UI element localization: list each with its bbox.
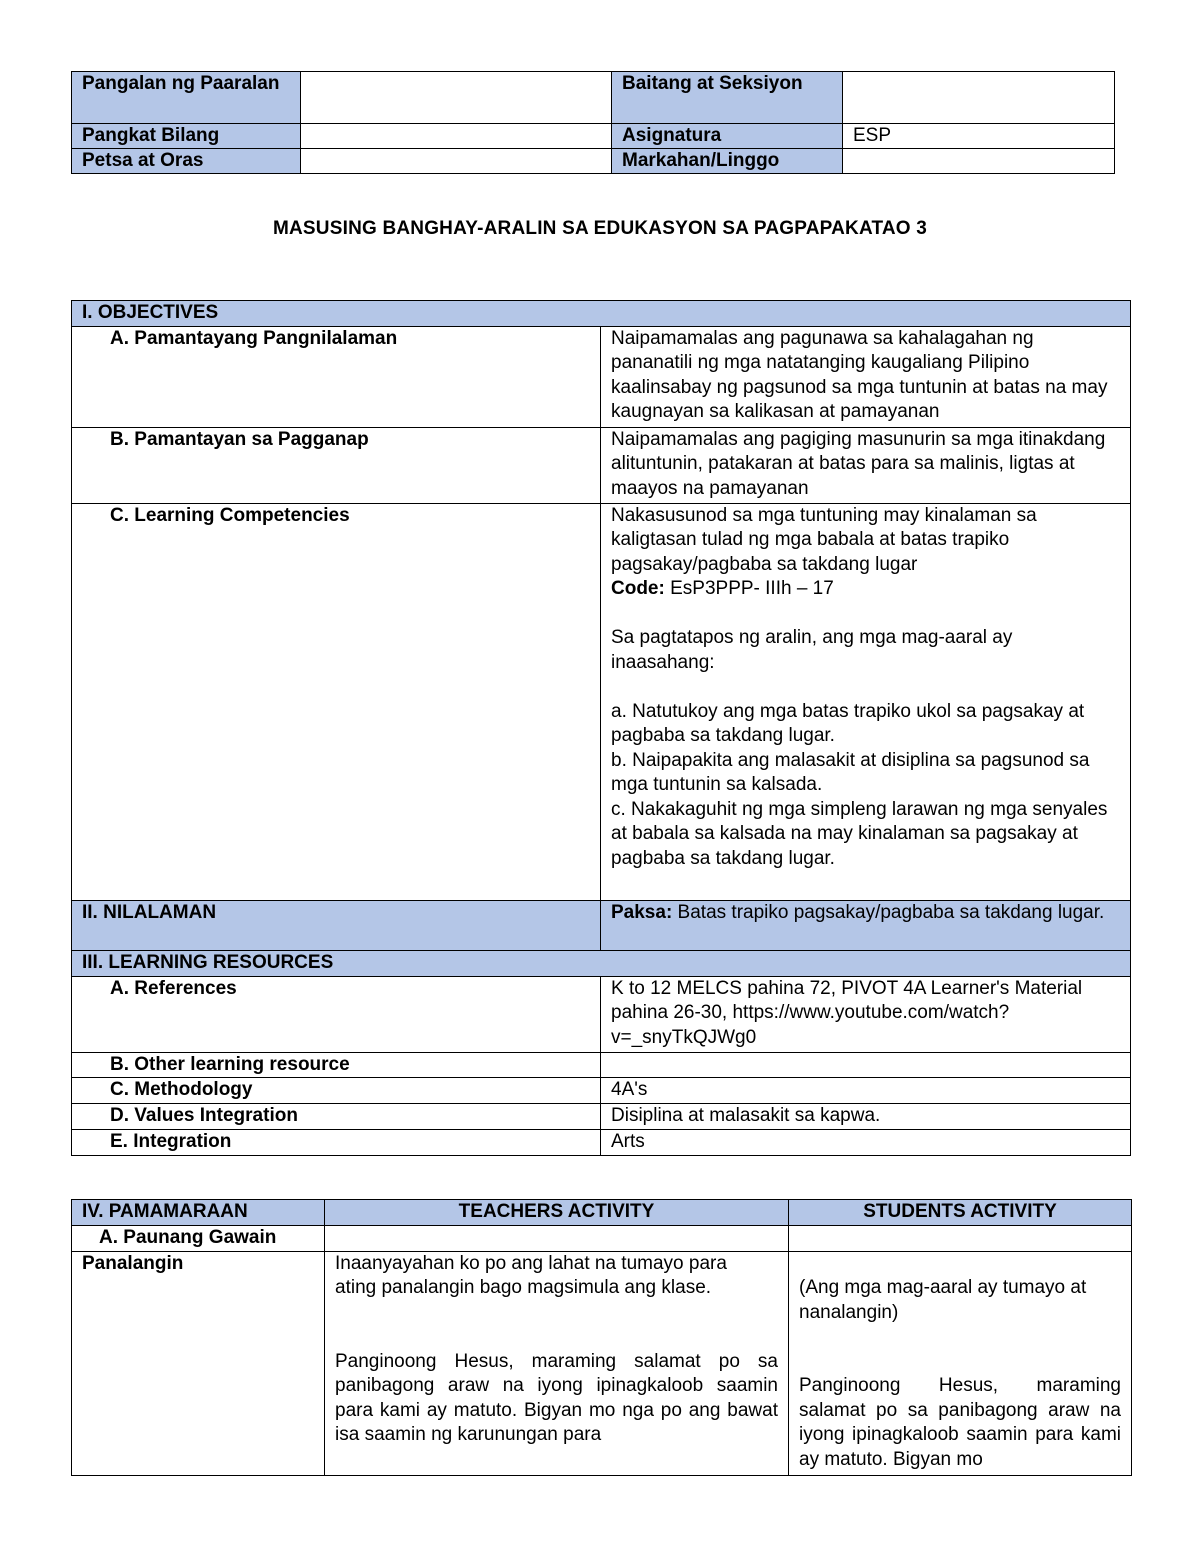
prayer-teacher-cell xyxy=(325,1251,789,1475)
references-value: K to 12 MELCS pahina 72, PIVOT 4A Learner's Material pahina 26-30, https://www.youtube.com/watch?v=_snyTkQJWg0 xyxy=(601,976,1131,1052)
date-time-label: Petsa at Oras xyxy=(72,149,301,174)
learning-competencies-label: C. Learning Competencies xyxy=(72,503,601,900)
grade-section-field[interactable] xyxy=(843,72,1115,124)
performance-standard-value: Naipamamalas ang pagiging masunurin sa mga itinakdang alituntunin, patakaran at batas para sa malinis, ligtas at maayos na pamayanan xyxy=(601,427,1131,503)
header-info-table xyxy=(71,71,1115,174)
teacher-invite-text: Inaanyayahan ko po ang lahat na tumayo para ating panalangin bago magsimula ang klase. xyxy=(335,1252,727,1298)
prayer-label: Panalangin xyxy=(72,1251,325,1475)
preliminary-activity-label: A. Paunang Gawain xyxy=(72,1226,325,1252)
group-number-label: Pangkat Bilang xyxy=(72,124,301,149)
document-title: MASUSING BANGHAY-ARALIN SA EDUKASYON SA PAGPAPAKATAO 3 xyxy=(272,218,928,239)
integration-value: Arts xyxy=(601,1130,1131,1156)
grade-section-label: Baitang at Seksiyon xyxy=(612,72,843,124)
teacher-prayer-text: Panginoong Hesus, maraming salamat po sa panibagong araw na iyong ipinagkaloob saamin para kami ay matuto. Bigyan mo nga po ang bawat isa saamin ng karunungan para xyxy=(335,1350,778,1445)
learning-competencies-value xyxy=(601,503,1131,900)
prayer-student-cell xyxy=(789,1251,1132,1475)
values-integration-label: D. Values Integration xyxy=(72,1104,601,1130)
methodology-label: C. Methodology xyxy=(72,1078,601,1104)
code-label: Code: xyxy=(611,578,665,599)
methodology-value: 4A's xyxy=(601,1078,1131,1104)
topic-cell xyxy=(601,900,1131,950)
objectives-heading: I. OBJECTIVES xyxy=(72,301,1131,327)
expectation-text: Sa pagtatapos ng aralin, ang mga mag-aaral ay inaasahang: xyxy=(611,627,1013,673)
content-standard-label: A. Pamantayang Pangnilalaman xyxy=(72,326,601,427)
other-resource-value xyxy=(601,1052,1131,1078)
preliminary-student-cell xyxy=(789,1226,1132,1252)
objectives-table xyxy=(71,300,1131,1156)
integration-label: E. Integration xyxy=(72,1130,601,1156)
topic-value: Batas trapiko pagsakay/pagbaba sa takdang lugar. xyxy=(672,901,1105,923)
objective-item-b: b. Naipapakita ang malasakit at disiplina sa pagsunod sa mga tuntunin sa kalsada. xyxy=(611,749,1090,795)
quarter-week-label: Markahan/Linggo xyxy=(612,149,843,174)
performance-standard-label: B. Pamantayan sa Pagganap xyxy=(72,427,601,503)
quarter-week-field[interactable] xyxy=(843,149,1115,174)
values-integration-value: Disiplina at malasakit sa kapwa. xyxy=(601,1104,1131,1130)
student-prayer-text: Panginoong Hesus, maraming salamat po sa panibagong araw na iyong ipinagkaloob saamin para kami ay matuto. Bigyan mo xyxy=(799,1375,1121,1470)
resources-heading: III. LEARNING RESOURCES xyxy=(72,950,1131,976)
procedure-heading: IV. PAMAMARAAN xyxy=(72,1200,325,1226)
subject-label: Asignatura xyxy=(612,124,843,149)
objective-item-a: a. Natutukoy ang mga batas trapiko ukol sa pagsakay at pagbaba sa takdang lugar. xyxy=(611,700,1085,746)
teacher-activity-heading: TEACHERS ACTIVITY xyxy=(325,1200,789,1226)
group-number-field[interactable] xyxy=(301,124,612,149)
references-label: A. References xyxy=(72,976,601,1052)
preliminary-teacher-cell xyxy=(325,1226,789,1252)
objective-item-c: c. Nakakaguhit ng mga simpleng larawan ng mga senyales at babala sa kalsada na may kinalaman sa pagsakay at pagbaba sa takdang lugar. xyxy=(611,798,1108,869)
school-name-field[interactable] xyxy=(301,72,612,124)
student-activity-heading: STUDENTS ACTIVITY xyxy=(789,1200,1132,1226)
subject-field[interactable]: ESP xyxy=(843,124,1115,149)
competency-intro: Nakasusunod sa mga tuntuning may kinalaman sa kaligtasan tulad ng mga babala at batas trapiko pagsakay/pagbaba sa takdang lugar xyxy=(611,504,1037,575)
content-standard-value: Naipamamalas ang pagunawa sa kahalagahan ng pananatili ng mga natatanging kaugaliang Pilipino kaalinsabay ng pagsunod sa mga tuntunin at batas na may kaugnayan sa kalikasan at pamayanan xyxy=(601,326,1131,427)
procedure-table xyxy=(71,1199,1132,1476)
student-response-text: (Ang mga mag-aaral ay tumayo at nanalangin) xyxy=(799,1277,1087,1323)
school-name-label: Pangalan ng Paaralan xyxy=(72,72,301,124)
competency-code xyxy=(611,577,1120,602)
code-value: EsP3PPP- IIIh – 17 xyxy=(664,578,834,599)
content-heading: II. NILALAMAN xyxy=(72,900,601,950)
date-time-field[interactable] xyxy=(301,149,612,174)
topic-label: Paksa: xyxy=(611,901,673,923)
other-resource-label: B. Other learning resource xyxy=(72,1052,601,1078)
